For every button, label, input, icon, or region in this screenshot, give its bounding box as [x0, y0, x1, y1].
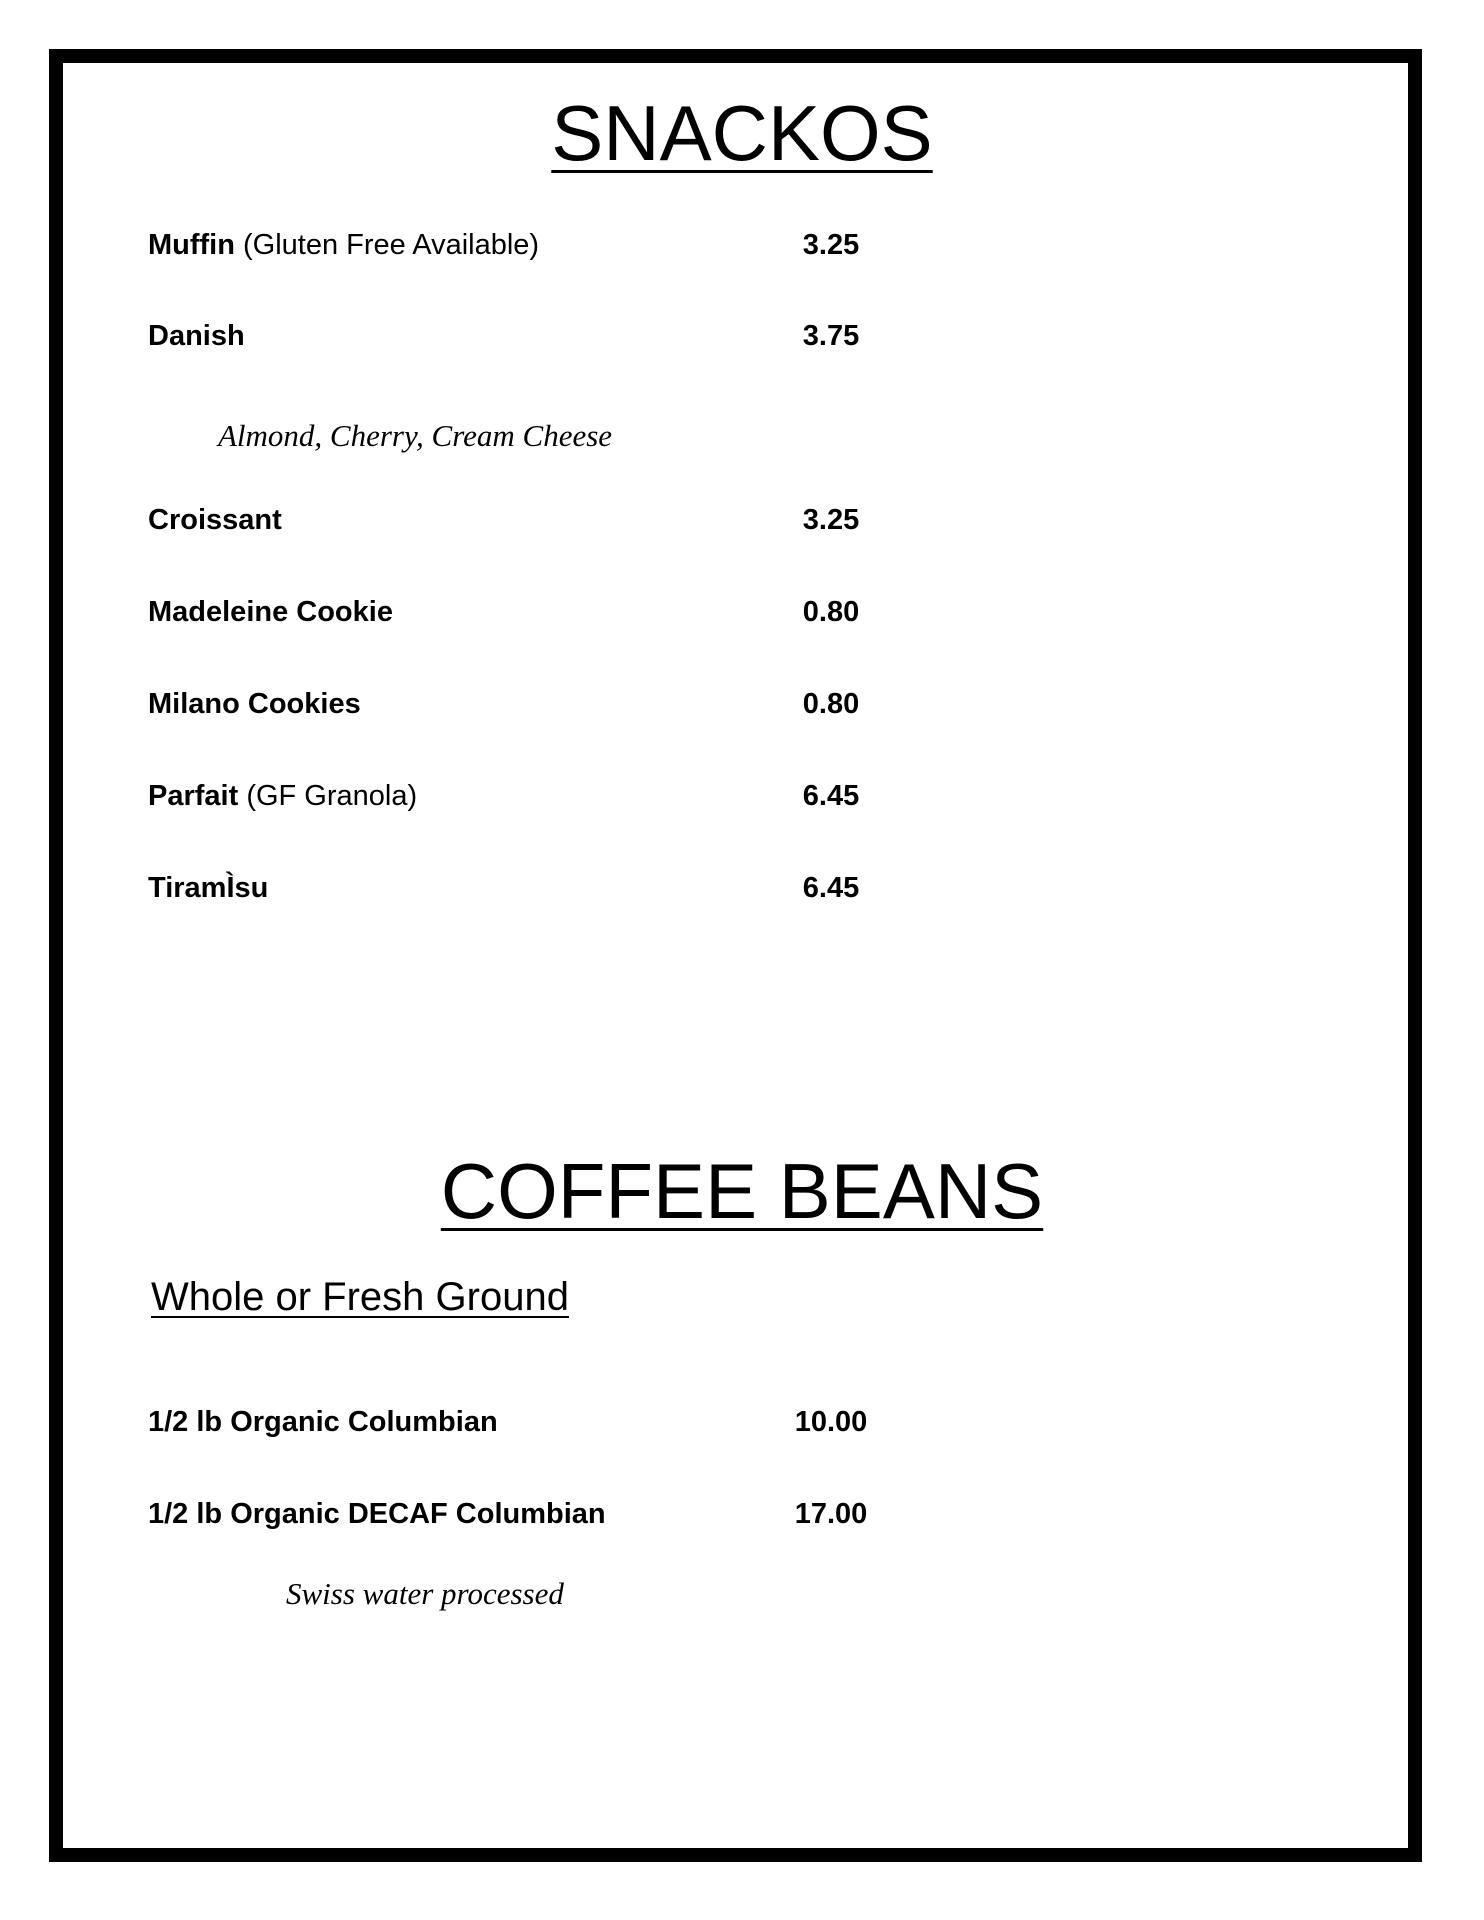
menu-item-croissant: [0, 500, 1484, 540]
snackos-heading: SNACKOS: [551, 89, 933, 177]
coffee-beans-subtitle: Whole or Fresh Ground: [151, 1275, 569, 1319]
item-price: 3.25: [802, 229, 860, 261]
item-price: 10.00: [794, 1406, 868, 1438]
item-name: Croissant: [148, 504, 282, 536]
menu-item-tiramisu: [0, 868, 1484, 908]
item-name: Milano Cookies: [148, 688, 361, 720]
item-price: 0.80: [802, 596, 860, 628]
menu-item-muffin: [0, 225, 1484, 265]
menu-item-milano-cookies: [0, 684, 1484, 724]
menu-item-parfait: [0, 776, 1484, 816]
menu-item-madeleine-cookie: [0, 592, 1484, 632]
item-note: (GF Granola): [238, 780, 418, 812]
item-note: (Gluten Free Available): [234, 229, 540, 261]
menu-item-danish: [0, 316, 1484, 356]
item-price: 0.80: [802, 688, 860, 720]
item-name: Danish: [148, 320, 245, 352]
item-name: TiramÌsu: [148, 872, 269, 904]
item-price: 3.25: [802, 504, 860, 536]
decaf-process-note: Swiss water processed: [286, 1576, 564, 1611]
item-price: 6.45: [802, 872, 860, 904]
danish-flavors: Almond, Cherry, Cream Cheese: [218, 418, 613, 453]
menu-item-organic-decaf-columbian: [0, 1494, 1484, 1534]
item-name: 1/2 lb Organic Columbian: [148, 1406, 498, 1438]
coffee-beans-heading: COFFEE BEANS: [440, 1147, 1044, 1235]
item-name: Muffin: [148, 229, 235, 261]
item-price: 3.75: [802, 320, 860, 352]
item-price: 17.00: [794, 1498, 868, 1530]
item-price: 6.45: [802, 780, 860, 812]
item-name: Madeleine Cookie: [148, 596, 393, 628]
item-name: Parfait: [148, 780, 239, 812]
item-name: 1/2 lb Organic DECAF Columbian: [148, 1498, 606, 1530]
menu-item-organic-columbian: [0, 1402, 1484, 1442]
